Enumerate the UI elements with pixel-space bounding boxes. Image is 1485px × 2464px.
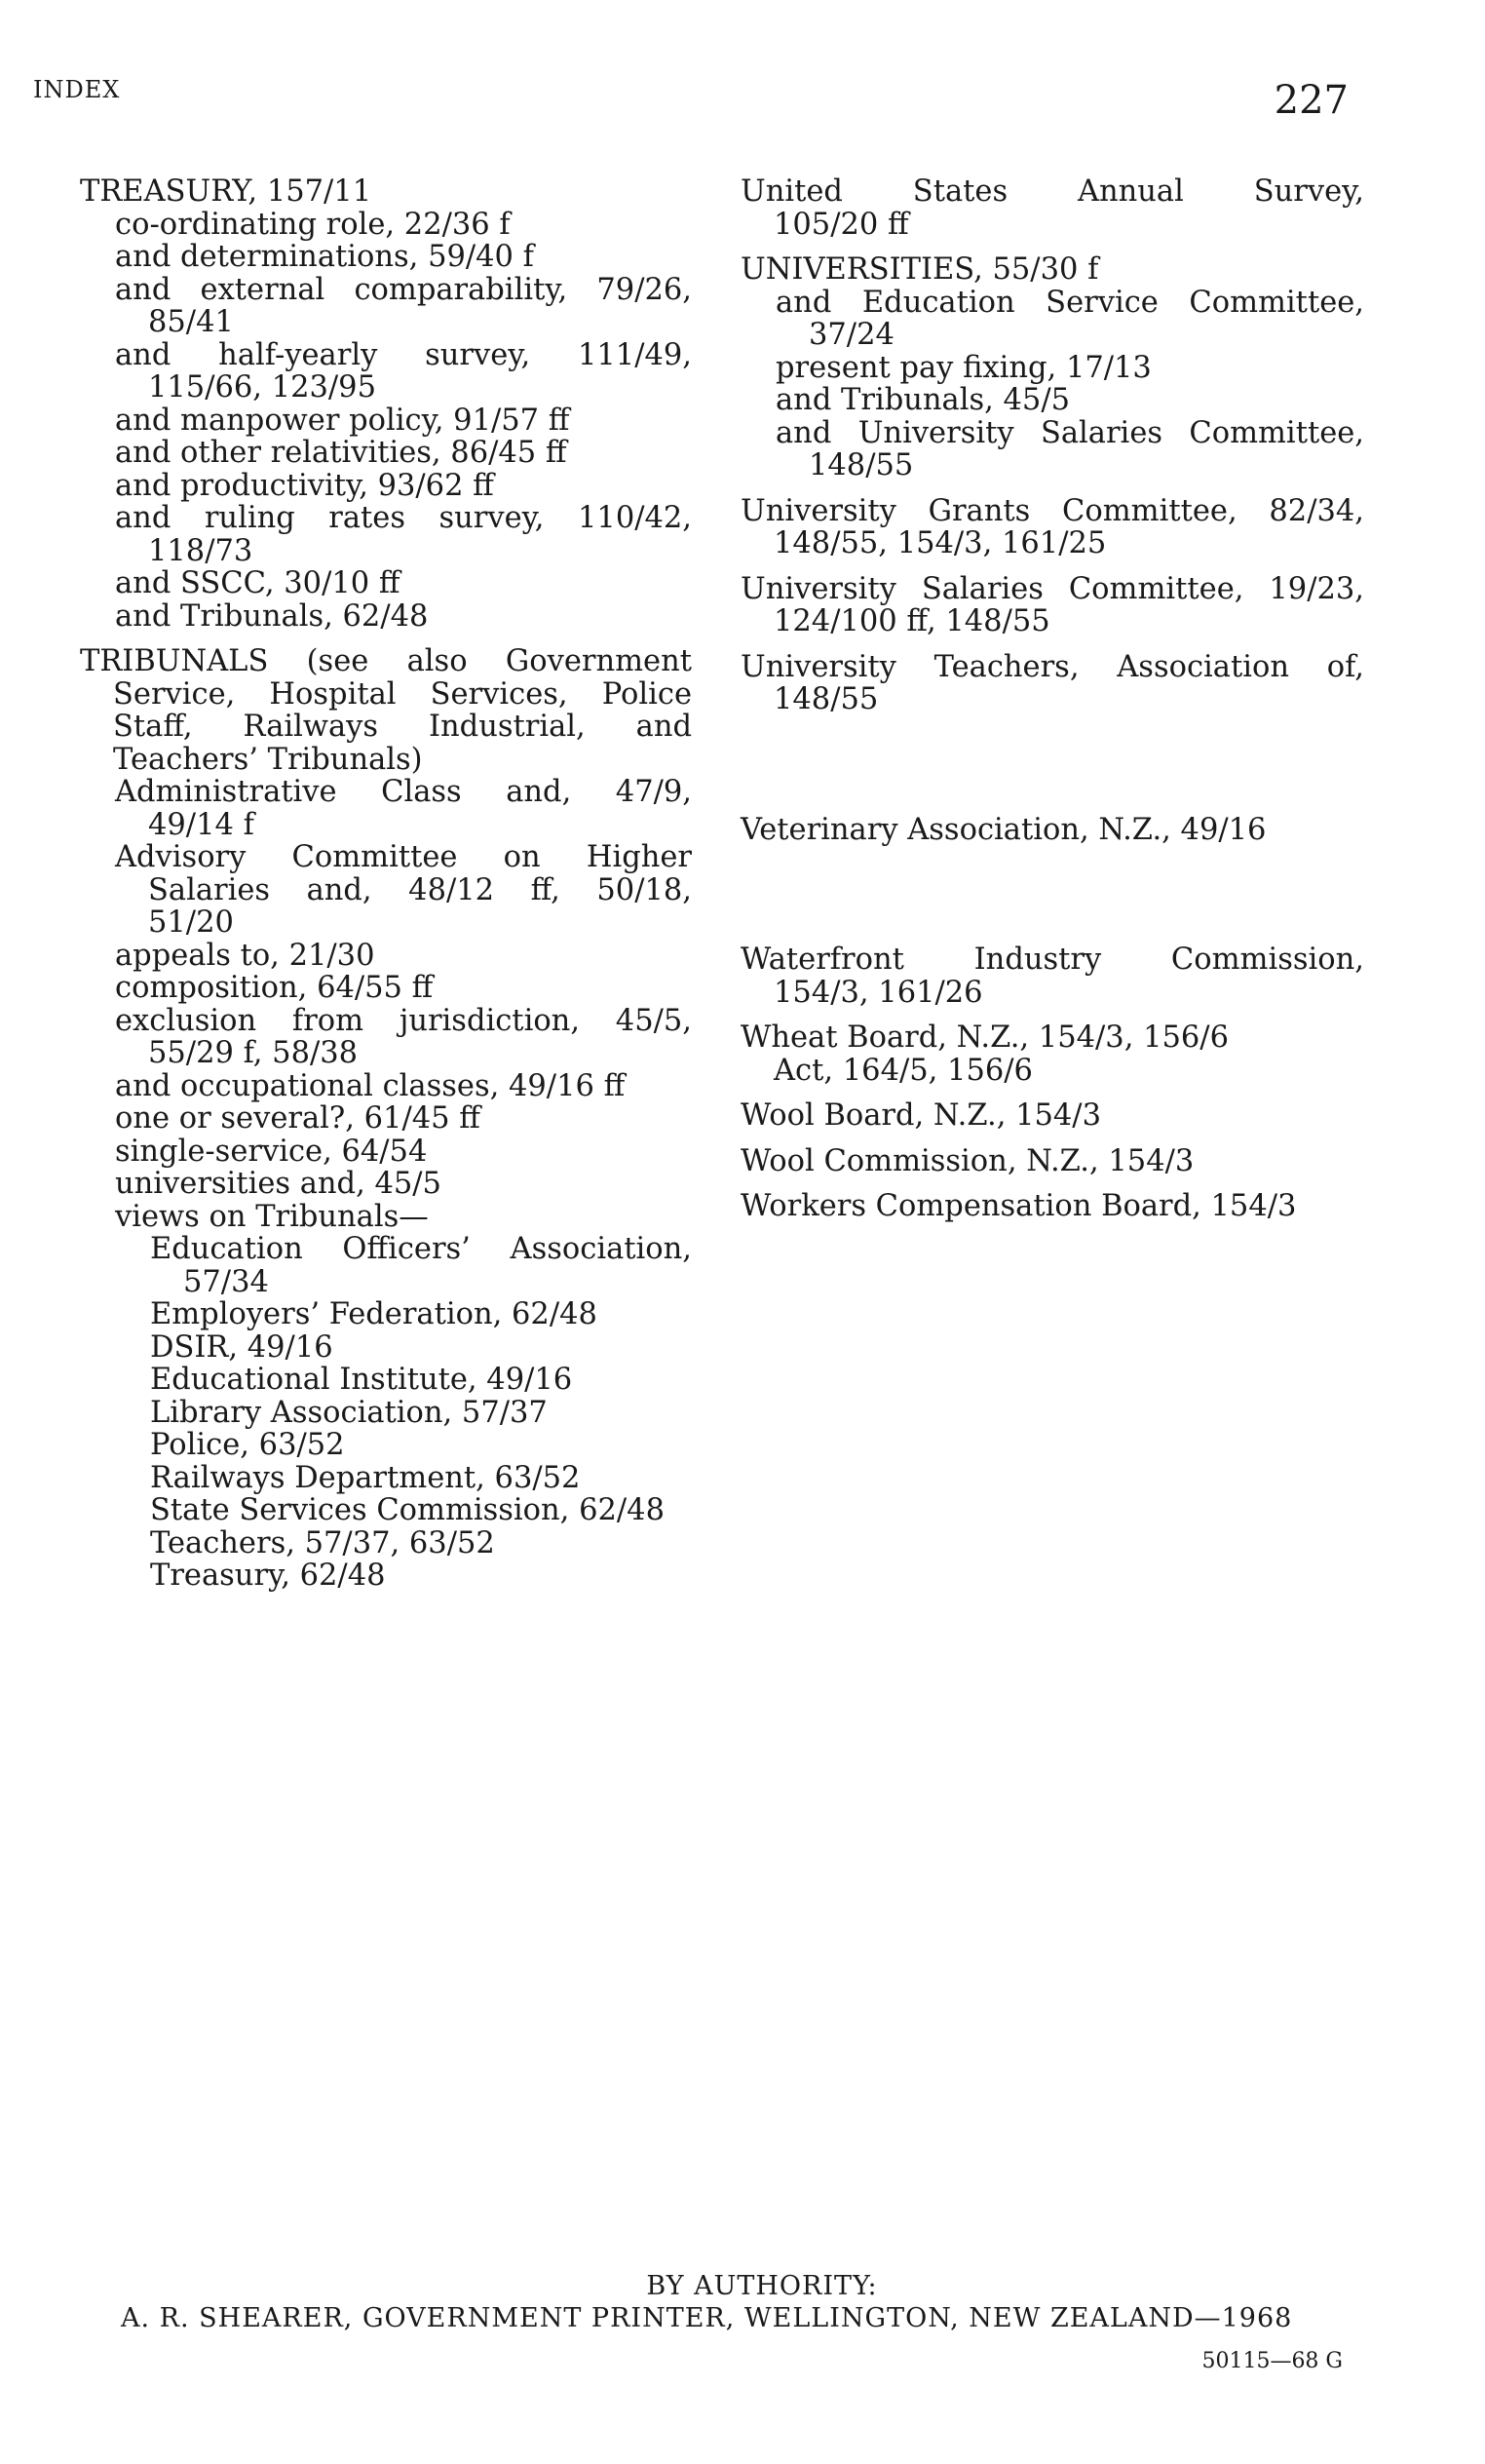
index-subentry: and Tribunals, 45/5 — [776, 383, 1071, 417]
index-subentry: 105/20 ff — [774, 207, 909, 242]
index-entry — [80, 175, 692, 633]
footer-print-code: 50115—68 G — [1201, 2349, 1343, 2373]
index-subentry: present pay fixing, 17/13 — [776, 350, 1152, 385]
index-subentry: Act, 164/5, 156/6 — [774, 1053, 1033, 1088]
index-subentry: 148/55 — [809, 448, 914, 482]
index-entry — [741, 495, 1364, 560]
index-entry — [741, 1145, 1364, 1178]
index-subentry: and University Salaries Committee, — [776, 415, 1364, 450]
index-subentry: 115/66, 123/95 — [148, 370, 376, 404]
index-heading: Waterfront Industry Commission, — [741, 943, 1364, 977]
index-subentry: 148/55, 154/3, 161/25 — [774, 526, 1107, 560]
index-subentry: 154/3, 161/26 — [774, 975, 983, 1010]
index-subentry: Employers’ Federation, 62/48 — [150, 1297, 597, 1331]
index-heading: Wool Commission, N.Z., 154/3 — [741, 1143, 1195, 1178]
index-subentry: composition, 64/55 ff — [115, 971, 434, 1005]
index-subentry: Library Association, 57/37 — [150, 1395, 548, 1430]
index-subentry: DSIR, 49/16 — [150, 1329, 333, 1365]
index-subentry: single-service, 64/54 — [115, 1134, 428, 1169]
index-subentry: Police, 63/52 — [150, 1428, 345, 1462]
index-entry — [741, 1099, 1364, 1133]
index-subentry: Administrative Class and, 47/9, — [115, 775, 692, 809]
index-entry — [80, 645, 692, 1593]
page-number: 227 — [1274, 78, 1349, 123]
index-entry — [741, 651, 1364, 716]
index-subentry: 118/73 — [148, 533, 253, 568]
index-subentry: one or several?, 61/45 ff — [115, 1101, 480, 1136]
index-subentry: and productivity, 93/62 ff — [115, 468, 494, 503]
index-heading: United States Annual Survey, — [741, 174, 1364, 209]
index-subentry: Advisory Committee on Higher — [115, 840, 692, 874]
index-subentry: and Education Service Committee, — [776, 285, 1364, 320]
index-subentry: Education Officers’ Association, — [150, 1232, 692, 1266]
index-subentry: Salaries and, 48/12 ff, 50/18, — [148, 872, 692, 907]
index-subentry: Teachers’ Tribunals) — [113, 742, 423, 777]
index-subentry: 55/29 f, 58/38 — [148, 1036, 359, 1070]
footer-authority: BY AUTHORITY: — [646, 2271, 878, 2301]
index-entry — [741, 573, 1364, 638]
index-heading: University Salaries Committee, 19/23, — [741, 571, 1364, 606]
index-heading: Veterinary Association, N.Z., 49/16 — [741, 812, 1267, 847]
index-column-left — [80, 175, 692, 1605]
index-subentry: 51/20 — [148, 905, 234, 940]
index-subentry: co-ordinating role, 22/36 f — [115, 207, 511, 242]
index-subentry: and half-yearly survey, 111/49, — [115, 337, 692, 372]
index-subentry: Staff, Railways Industrial, and — [113, 710, 692, 744]
index-entry — [741, 1021, 1364, 1087]
index-subentry: and external comparability, 79/26, — [115, 272, 692, 307]
index-entry — [741, 1190, 1364, 1223]
index-heading: University Teachers, Association of, — [741, 649, 1364, 684]
index-subentry: and ruling rates survey, 110/42, — [115, 501, 692, 535]
index-heading: UNIVERSITIES, 55/30 f — [741, 252, 1099, 287]
index-subentry: Educational Institute, 49/16 — [150, 1363, 573, 1397]
index-subentry: Treasury, 62/48 — [150, 1559, 386, 1593]
index-heading: Workers Compensation Board, 154/3 — [741, 1189, 1297, 1223]
footer-printer: A. R. SHEARER, GOVERNMENT PRINTER, WELLINGTON, NEW ZEALAND—1968 — [121, 2303, 1293, 2333]
index-subentry: and Tribunals, 62/48 — [115, 598, 429, 634]
index-entry — [741, 943, 1364, 1009]
index-heading: University Grants Committee, 82/34, — [741, 493, 1364, 528]
index-subentry: 85/41 — [148, 305, 234, 339]
index-subentry: and determinations, 59/40 f — [115, 240, 534, 274]
index-subentry: 148/55 — [774, 682, 879, 716]
index-subentry: appeals to, 21/30 — [115, 938, 375, 973]
index-subentry: 49/14 f — [148, 807, 254, 842]
index-subentry: views on Tribunals— — [115, 1199, 429, 1234]
index-subentry: and manpower policy, 91/57 ff — [115, 403, 570, 438]
index-subentry: and other relativities, 86/45 ff — [115, 436, 567, 470]
index-heading: Wheat Board, N.Z., 154/3, 156/6 — [741, 1020, 1229, 1055]
index-subentry: State Services Commission, 62/48 — [150, 1493, 665, 1527]
index-subentry: universities and, 45/5 — [115, 1167, 441, 1201]
index-entry — [741, 814, 1364, 847]
index-heading: Wool Board, N.Z., 154/3 — [741, 1098, 1101, 1133]
index-subentry: Teachers, 57/37, 63/52 — [150, 1525, 495, 1560]
index-subentry: 124/100 ff, 148/55 — [774, 604, 1050, 638]
index-subentry: Service, Hospital Services, Police — [113, 676, 692, 712]
index-column-right — [741, 175, 1364, 1236]
index-subentry: and occupational classes, 49/16 ff — [115, 1068, 626, 1103]
index-subentry: and SSCC, 30/10 ff — [115, 566, 400, 600]
index-subentry: exclusion from jurisdiction, 45/5, — [115, 1003, 692, 1038]
index-heading: TRIBUNALS (see also Government — [80, 644, 692, 678]
index-subentry: 37/24 — [809, 318, 895, 352]
index-entry — [741, 253, 1364, 482]
index-heading: TREASURY, 157/11 — [80, 174, 372, 209]
index-subentry: Railways Department, 63/52 — [150, 1460, 581, 1495]
running-head: INDEX — [33, 76, 121, 103]
index-entry — [741, 175, 1364, 241]
index-subentry: 57/34 — [183, 1264, 269, 1299]
